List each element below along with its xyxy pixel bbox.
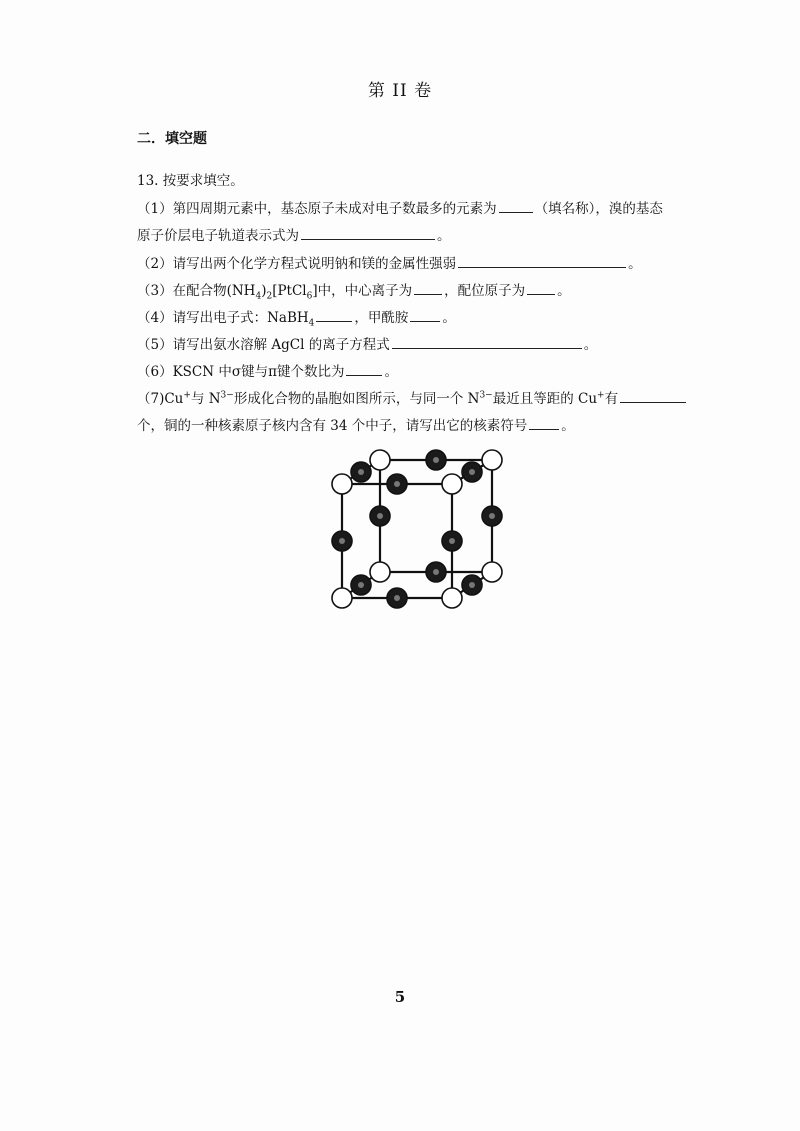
page-title: 第 II 卷 [367, 81, 433, 101]
q5-text: （5）请写出氨水溶解 AgCl 的离子方程式 [137, 337, 390, 353]
q6-end: 。 [384, 364, 398, 380]
q3-text-c: [PtCl [272, 283, 307, 299]
q2-end: 。 [628, 256, 642, 272]
q3-end: 。 [557, 283, 571, 299]
q4-text-a: （4）请写出电子式：NaBH [137, 310, 309, 326]
q7-text-e: 有 [604, 391, 619, 407]
q7-text-f: 个，铜的一种核素原子核内含有 34 个中子，请写出它的核素符号 [137, 418, 528, 434]
light-atom [482, 450, 502, 470]
dark-atom-highlight [469, 469, 475, 475]
q7-blank-nuclide[interactable] [529, 415, 559, 430]
dark-atom-highlight [469, 582, 475, 588]
section-heading: 二．填空题 [137, 131, 207, 147]
q7-sup-2: 3− [220, 390, 234, 401]
dark-atom-highlight [489, 513, 495, 519]
q7-text-d: 最近且等距的 Cu [492, 391, 598, 407]
q7-text-c: 形成化合物的晶胞如图所示，与同一个 N [233, 391, 480, 407]
cell-atoms [332, 450, 502, 608]
q6-blank[interactable] [346, 361, 382, 376]
light-atom [442, 588, 462, 608]
question-part-1-line-2 [137, 225, 451, 246]
question-part-3 [137, 280, 571, 301]
q1-text-a: （1）第四周期元素中，基态原子未成对电子数最多的元素为 [137, 201, 497, 217]
q2-blank[interactable] [458, 253, 626, 268]
light-atom [370, 450, 390, 470]
dark-atom-highlight [394, 481, 400, 487]
q7-text-a: （7)Cu [137, 391, 184, 407]
q1-text-c: 原子价层电子轨道表示式为 [137, 228, 299, 244]
q1-end: 。 [437, 228, 451, 244]
question-number-line: 13. 按要求填空。 [137, 173, 244, 189]
q3-text-a: （3）在配合物(NH [137, 283, 256, 299]
q3-sub-3: 6 [306, 291, 313, 302]
question-part-7-line-1 [137, 388, 688, 409]
q6-text: （6）KSCN 中σ键与π键个数比为 [137, 364, 345, 380]
question-part-1-line-1 [137, 198, 663, 219]
crystal-cell-figure [322, 448, 522, 610]
light-atom [332, 474, 352, 494]
question-part-6 [137, 361, 398, 382]
page-number: 5 [394, 988, 406, 1006]
q5-end: 。 [583, 337, 598, 353]
q1-blank-orbital[interactable] [301, 225, 435, 240]
q2-text: （2）请写出两个化学方程式说明钠和镁的金属性强弱 [137, 256, 457, 272]
question-part-4 [137, 307, 456, 328]
q5-blank[interactable] [392, 334, 582, 349]
light-atom [442, 474, 462, 494]
dark-atom-highlight [339, 538, 345, 544]
q3-blank-coord-atom[interactable] [527, 280, 555, 295]
dark-atom-highlight [358, 469, 364, 475]
q7-sup-4: + [597, 390, 605, 401]
q4-sub: 4 [308, 318, 315, 329]
light-atom [482, 562, 502, 582]
q7-text-b: 与 N [190, 391, 221, 407]
q3-text-b: ) [261, 283, 267, 299]
q4-blank-nabh4[interactable] [316, 307, 352, 322]
dark-atom-highlight [449, 538, 455, 544]
q3-sub-1: 4 [255, 291, 262, 302]
dark-atom-highlight [358, 582, 364, 588]
q7-blank-count[interactable] [620, 388, 686, 403]
dark-atom-highlight [433, 457, 439, 463]
q3-text-e: ，配位原子为 [444, 283, 526, 299]
question-part-7-line-2 [137, 415, 575, 436]
q7-sup-1: + [183, 390, 191, 401]
q1-blank-element[interactable] [499, 198, 533, 213]
q3-sub-2: 2 [266, 291, 273, 302]
light-atom [332, 588, 352, 608]
q7-end: 。 [561, 418, 575, 434]
light-atom [370, 562, 390, 582]
q1-text-b: （填名称），溴的基态 [534, 201, 663, 217]
q3-text-d: ]中，中心离子为 [312, 283, 413, 299]
dark-atom-highlight [394, 595, 400, 601]
q3-blank-center-ion[interactable] [414, 280, 442, 295]
dark-atom-highlight [433, 569, 439, 575]
q4-blank-formamide[interactable] [410, 307, 440, 322]
q4-end: 。 [442, 310, 456, 326]
question-part-5 [137, 334, 597, 355]
q7-sup-3: 3− [479, 390, 493, 401]
question-part-2 [137, 253, 642, 274]
dark-atom-highlight [377, 513, 383, 519]
q4-text-b: ，甲酰胺 [354, 310, 409, 326]
